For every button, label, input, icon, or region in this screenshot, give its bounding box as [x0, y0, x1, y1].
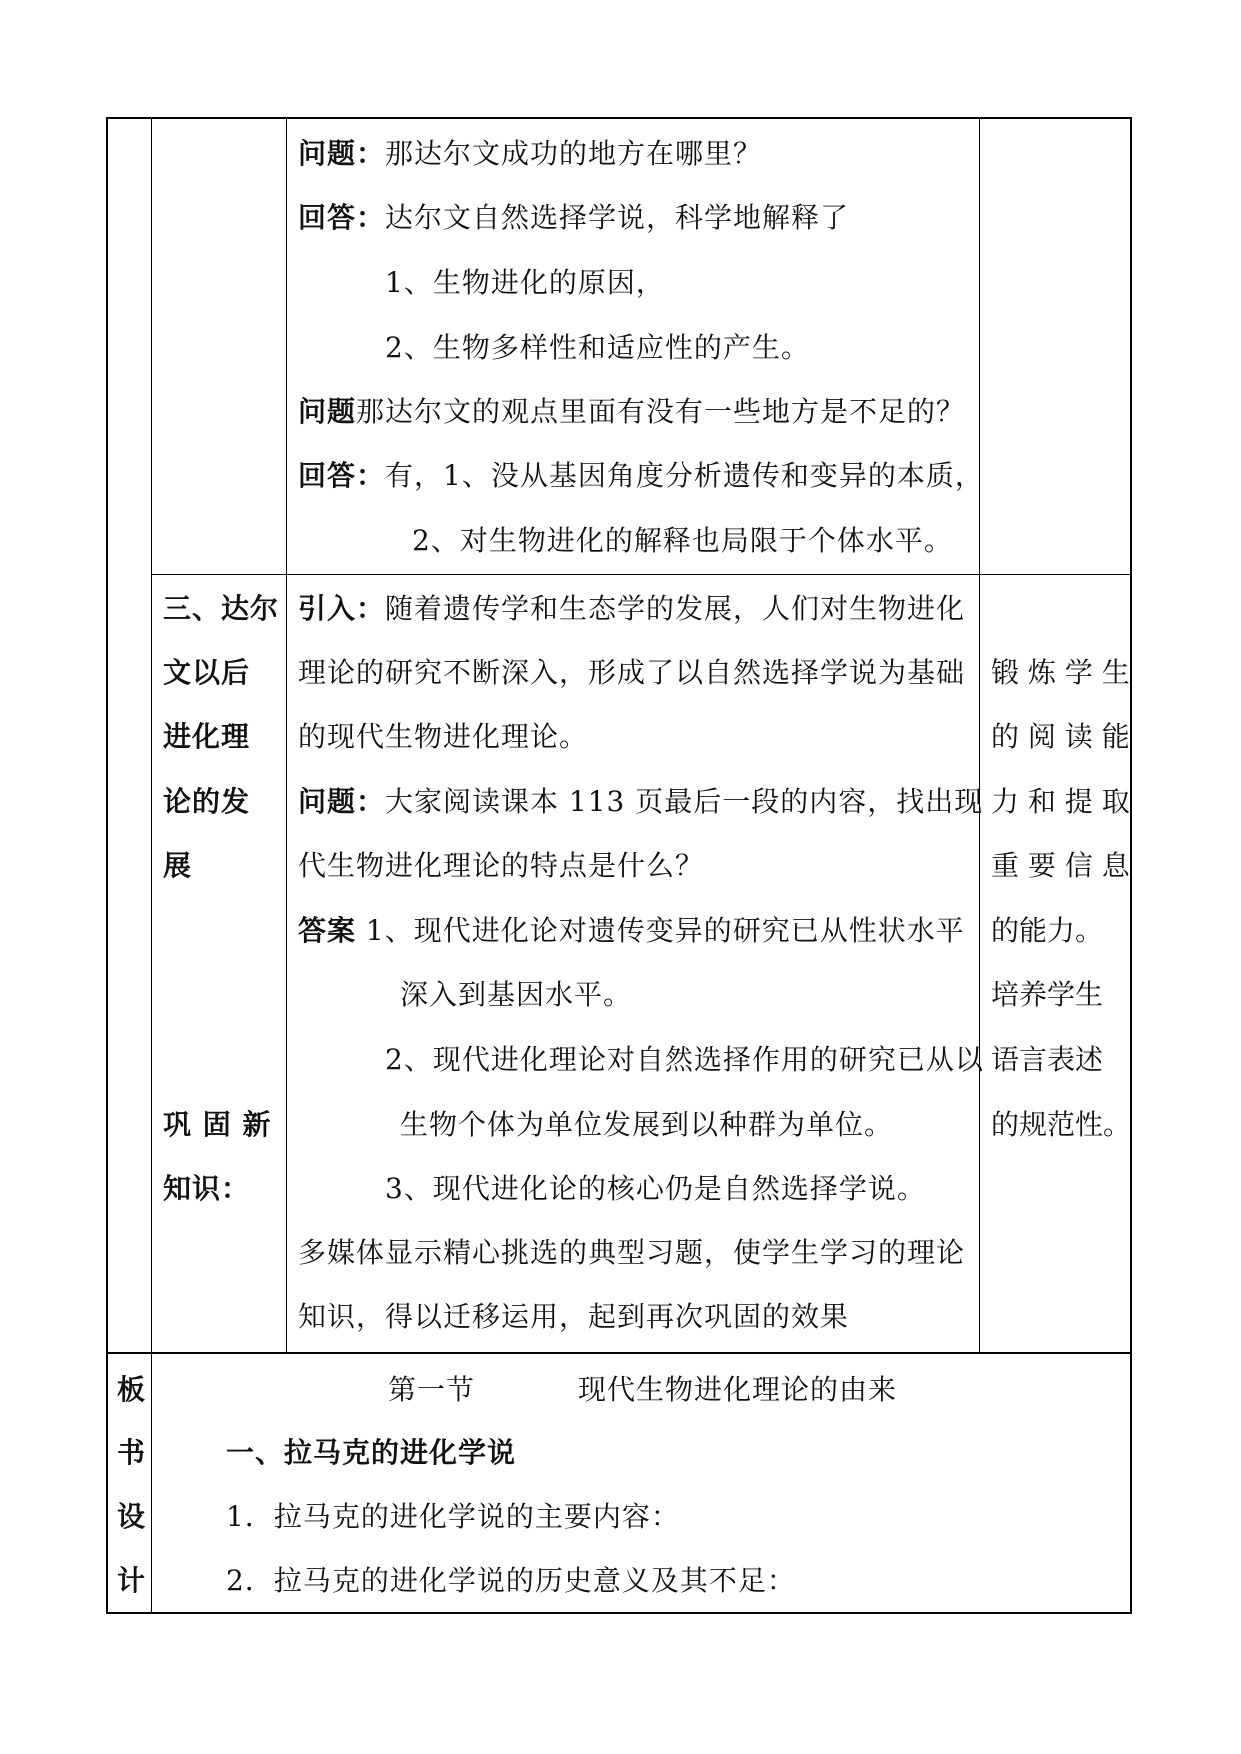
purpose-line-7: 语言表述: [991, 1043, 1104, 1076]
purpose-line-6: 培养学生: [991, 978, 1104, 1011]
stage2-line-2: 知识：: [163, 1172, 251, 1205]
board-side-4: 计: [117, 1564, 147, 1597]
table-border-bottom: [106, 1612, 1132, 1614]
table-border-left: [106, 117, 108, 1614]
s2-row-7: 深入到基因水平。: [400, 978, 633, 1011]
stage-line-5: 展: [163, 849, 193, 882]
stage-line-1: 三、达尔: [163, 592, 280, 625]
s2-row-12: 知识，得以迁移运用，起到再次巩固的效果: [298, 1300, 850, 1333]
s1-row-6: 回答：有，1、没从基因角度分析遗传和变异的本质，: [298, 459, 984, 492]
board-heading: 一、拉马克的进化学说: [226, 1436, 517, 1469]
s1-row-4: 2、生物多样性和适应性的产生。: [385, 331, 810, 364]
s2-row-8: 2、现代进化理论对自然选择作用的研究已从以: [385, 1043, 984, 1076]
s1-row-3: 1、生物进化的原因，: [385, 266, 665, 299]
s1-row-2: 回答：达尔文自然选择学说，科学地解释了: [298, 201, 850, 234]
board-side-2: 书: [117, 1436, 147, 1469]
s2-row-4: 问题：大家阅读课本 113 页最后一段的内容，找出现: [298, 785, 984, 818]
s1-row-1: 问题：那达尔文成功的地方在哪里？: [298, 137, 763, 170]
board-side-3: 设: [117, 1500, 147, 1533]
col-divider-1: [151, 117, 152, 1614]
stage-line-3: 进化理: [163, 720, 251, 753]
stage2-line-1: 巩 固 新: [163, 1108, 272, 1141]
stage-line-2: 文以后: [163, 656, 251, 689]
purpose-line-1: 锻 炼 学 生: [991, 656, 1130, 689]
s2-row-11: 多媒体显示精心挑选的典型习题，使学生学习的理论: [298, 1236, 966, 1269]
s2-row-3: 的现代生物进化理论。: [298, 720, 589, 753]
col-divider-3: [979, 117, 980, 1353]
s2-row-9: 生物个体为单位发展到以种群为单位。: [400, 1108, 894, 1141]
board-item-1: 1．拉马克的进化学说的主要内容：: [226, 1500, 680, 1533]
board-side-1: 板: [117, 1373, 147, 1406]
purpose-line-4: 重 要 信 息: [991, 849, 1130, 882]
purpose-line-3: 力 和 提 取: [991, 785, 1130, 818]
purpose-line-5: 的能力。: [991, 914, 1104, 947]
purpose-line-8: 的规范性。: [991, 1108, 1132, 1141]
s2-row-5: 代生物进化理论的特点是什么？: [298, 849, 705, 882]
row-divider-1: [151, 574, 1132, 575]
s2-row-6: 答案 1、现代进化论对遗传变异的研究已从性状水平: [298, 914, 965, 947]
board-title-b: 现代生物进化理论的由来: [578, 1373, 898, 1406]
board-title-a: 第一节: [388, 1373, 476, 1406]
s1-row-7: 2、对生物进化的解释也局限于个体水平。: [412, 524, 953, 557]
board-item-2: 2．拉马克的进化学说的历史意义及其不足：: [226, 1564, 796, 1597]
s2-row-2: 理论的研究不断深入，形成了以自然选择学说为基础: [298, 656, 966, 689]
table-border-right: [1130, 117, 1132, 1614]
s1-row-5: 问题那达尔文的观点里面有没有一些地方是不足的？: [298, 395, 966, 428]
s2-row-10: 3、现代进化论的核心仍是自然选择学说。: [385, 1172, 926, 1205]
purpose-line-2: 的 阅 读 能: [991, 720, 1130, 753]
s2-row-1: 引入：随着遗传学和生态学的发展，人们对生物进化: [298, 592, 966, 625]
row-divider-2: [106, 1352, 1132, 1354]
col-divider-2: [286, 117, 287, 1353]
stage-line-4: 论的发: [163, 785, 251, 818]
